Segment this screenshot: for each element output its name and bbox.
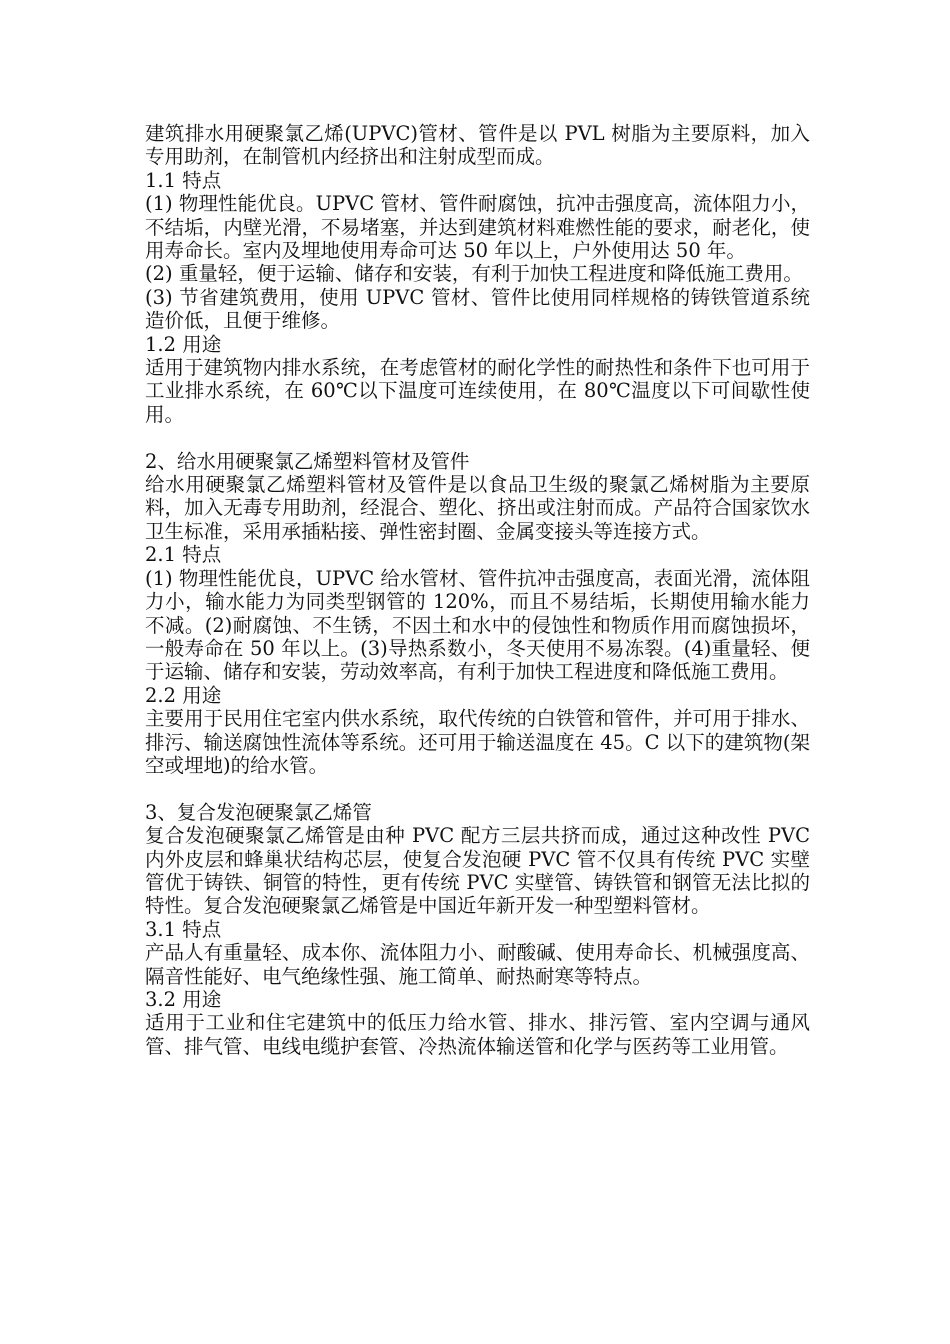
section3-features: 产品人有重量轻、成本你、流体阻力小、耐酸碱、使用寿命长、机械强度高、隔音性能好、电气绝缘性强、施工简单、耐热耐寒等特点。: [145, 941, 810, 988]
section1-features-heading: 1.1 特点: [145, 168, 222, 192]
section1-feature-3: (3) 节省建筑费用，使用 UPVC 管材、管件比使用同样规格的铸铁管道系统造价低，且便于维修。: [145, 285, 810, 333]
section2-usage-heading: 2.2 用途: [145, 683, 222, 707]
section3-usage: 适用于工业和住宅建筑中的低压力给水管、排水、排污管、室内空调与通风管、排气管、电线电缆护套管、冷热流体输送管和化学与医药等工业用管。: [145, 1011, 810, 1058]
section3-title: 3、复合发泡硬聚氯乙烯管: [145, 800, 372, 824]
paragraph-spacer: [145, 777, 810, 800]
section1-intro: 建筑排水用硬聚氯乙烯(UPVC)管材、管件是以 PVL 树脂为主要原料，加入专用助剂，在制管机内经挤出和注射成型而成。: [145, 122, 810, 169]
section1-feature-1: (1) 物理性能优良。UPVC 管材、管件耐腐蚀，抗冲击强度高，流体阻力小，不结垢，内壁光滑，不易堵塞，并达到建筑材料难燃性能的要求，耐老化，使用寿命长。室内及埋地使用寿命可达 50 年以上，户外使用达 50 年。: [145, 192, 810, 263]
section2-features-heading: 2.1 特点: [145, 543, 222, 567]
section3-intro: 复合发泡硬聚氯乙烯管是由种 PVC 配方三层共挤而成，通过这种改性 PVC 内外皮层和蜂巢状结构芯层，使复合发泡硬 PVC 管不仅具有传统 PVC 实壁管优于铸铁、铜管的特性，更有传统 PVC 实壁管、铸铁管和钢管无法比拟的特性。复合发泡硬聚氯乙烯管是中国近年新开发一种型塑料管材。: [145, 824, 817, 918]
section1-usage: 适用于建筑物内排水系统，在考虑管材的耐化学性的耐热性和条件下也可用于工业排水系统，在 60℃以下温度可连续使用，在 80℃温度以下可间歇性使用。: [145, 356, 810, 426]
paragraph-spacer: [145, 426, 810, 449]
section3-features-heading: 3.1 特点: [145, 917, 222, 941]
section2-intro: 给水用硬聚氯乙烯塑料管材及管件是以食品卫生级的聚氯乙烯树脂为主要原料，加入无毒专用助剂，经混合、塑化、挤出或注射而成。产品符合国家饮水卫生标准，采用承插粘接、弹性密封圈、金属变接头等连接方式。: [145, 473, 810, 543]
section3-usage-heading: 3.2 用途: [145, 988, 222, 1011]
section2-features: (1) 物理性能优良，UPVC 给水管材、管件抗冲击强度高，表面光滑，流体阻力小，输水能力为同类型钢管的 120%，而且不易结垢，长期使用输水能力不减。(2)耐腐蚀、不生锈，不因土和水中的侵蚀性和物质作用而腐蚀损坏，一般寿命在 50 年以上。(3)导热系数小，冬天使用不易冻裂。(4)重量轻、便于运输、储存和安装，劳动效率高，有利于加快工程进度和降低施工费用。: [145, 566, 810, 684]
section2-title: 2、给水用硬聚氯乙烯塑料管材及管件: [145, 449, 470, 473]
section1-usage-heading: 1.2 用途: [145, 332, 222, 356]
section1-feature-2: (2) 重量轻，便于运输、储存和安装，有利于加快工程进度和降低施工费用。: [145, 262, 803, 286]
section2-usage: 主要用于民用住宅室内供水系统，取代传统的白铁管和管件，并可用于排水、排污、输送腐蚀性流体等系统。还可用于输送温度在 45。C 以下的建筑物(架空或埋地)的给水管。: [145, 707, 810, 777]
document-page: [145, 122, 817, 1058]
